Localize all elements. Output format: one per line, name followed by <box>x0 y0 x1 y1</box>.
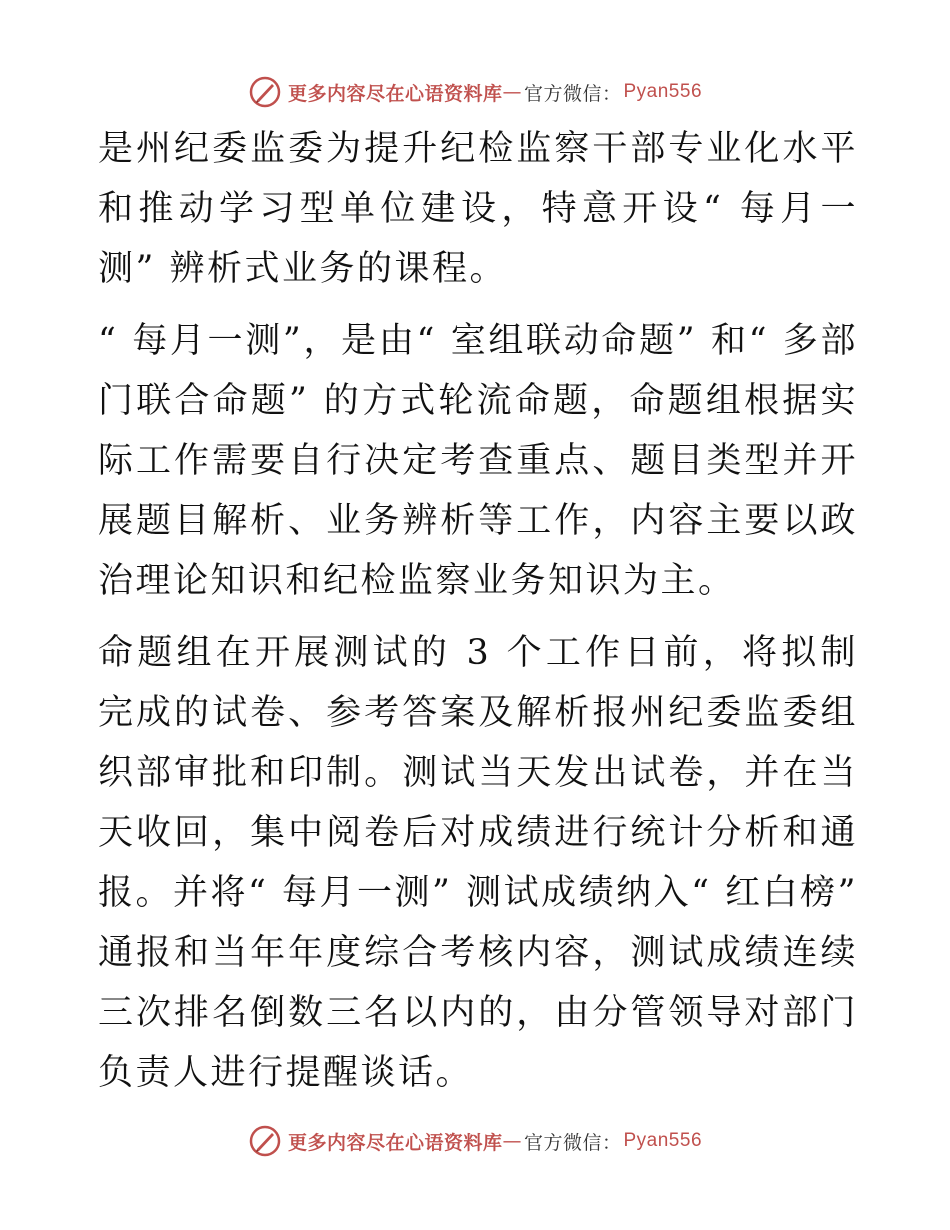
watermark-main-text: 更多内容尽在心语资料库 <box>287 1131 503 1154</box>
watermark-official-label: 官方微信： <box>523 82 622 105</box>
watermark-wechat-id: Pyan556 <box>623 1130 703 1151</box>
watermark-main-text: 更多内容尽在心语资料库 <box>287 82 503 105</box>
document-body <box>98 119 858 1103</box>
header-watermark <box>0 75 950 109</box>
quill-logo-icon <box>248 1124 282 1158</box>
watermark-separator: — <box>502 81 522 103</box>
watermark-separator: — <box>502 1130 522 1152</box>
paragraph-3: 命题组在开展测试的 3 个工作日前，将拟制完成的试卷、参考答案及解析报州纪委监委组织部审批和印制。测试当天发出试卷，并在当天收回，集中阅卷后对成绩进行统计分析和通报。并将“ 每月一测” 测试成绩纳入“ 红白榜” 通报和当年年度综合考核内容，测试成绩连续三次排名倒数三名以内的，由分管领导对部门负责人进行提醒谈话。 <box>98 633 858 1093</box>
quill-logo-icon <box>248 75 282 109</box>
watermark-official-label: 官方微信： <box>523 1131 622 1154</box>
paragraph-2: “ 每月一测”，是由“ 室组联动命题” 和“ 多部门联合命题” 的方式轮流命题，命题组根据实际工作需要自行决定考查重点、题目类型并开展题目解析、业务辨析等工作，内容主要以政治理论知识和纪检监察业务知识为主。 <box>98 321 858 601</box>
watermark-wechat-id: Pyan556 <box>623 81 703 102</box>
footer-watermark <box>0 1124 950 1158</box>
paragraph-1: 是州纪委监委为提升纪检监察干部专业化水平和推动学习型单位建设，特意开设“ 每月一测” 辨析式业务的课程。 <box>98 129 858 289</box>
